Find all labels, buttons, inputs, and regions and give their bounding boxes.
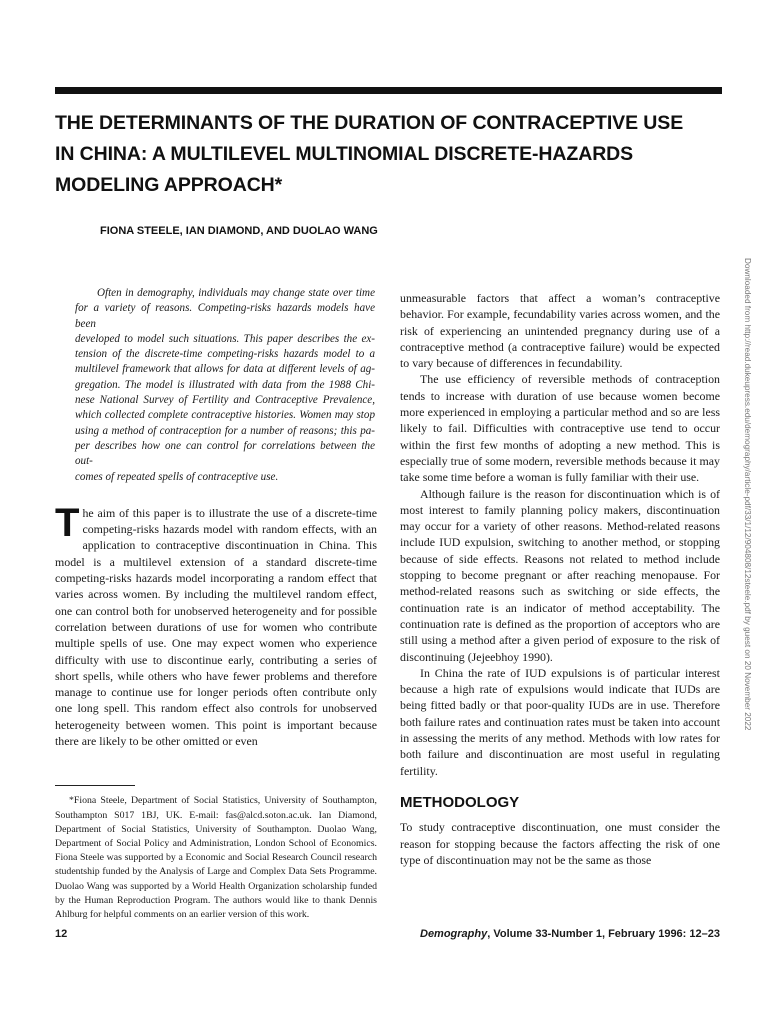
paragraph: Although failure is the reason for discontinuation which is of most interest to family planning policy makers, discontinuation may occur for a variety of other reasons. Method-related reasons include IUD expulsion, switching to another method, or stopping because of side effects. Reasons not related to method include stopping to become pregnant or after reaching menopause. For method-related reasons such as switching or side effects, the continuation rate is an indicator of method acceptability. The continuation rate is defined as the proportion of acceptors who are still using a method after a given period of exposure to the risk of discontinuing (Jejeebhoy 1990).: [400, 486, 720, 664]
top-rule: [55, 87, 722, 94]
abstract-line: for a variety of reasons. Competing-risks hazards models have been: [75, 302, 375, 330]
abstract-line: gregation. The model is illustrated with data from the 1988 Chi-: [75, 378, 375, 391]
abstract-line: nese National Survey of Fertility and Contraceptive Prevalence,: [75, 394, 375, 407]
right-column: [400, 290, 720, 868]
abstract-line: comes of repeated spells of contraceptive use.: [75, 470, 279, 483]
paragraph: The use efficiency of reversible methods of contraception tends to increase with duration of use because women become more experienced in employing a particular method and so are less likely to fail. Difficulties with contraceptive use tend to occur within the first few months of adopting a new method. This is especially true of some modern, reversible methods because it may take some time before a woman is fully familiar with their use.: [400, 372, 720, 485]
left-column: [55, 286, 377, 922]
paragraph: unmeasurable factors that affect a woman’s contraceptive behavior. For example, fecundability varies across women, and the risk of experiencing an unintended pregnancy during use of a contraceptive method (a contraceptive failure) would be expected to vary because of differences in fecundability.: [400, 291, 720, 371]
intro-paragraph: [55, 500, 377, 749]
drop-cap: T: [55, 500, 80, 545]
author-footnote: *Fiona Steele, Department of Social Statistics, University of Southampton, Southampton S017 1BJ, UK. E-mail: fas@alcd.soton.ac.uk. Ian Diamond, Department of Social Statistics, University of Southampton. Duolao Wang, Department of Social Policy and Administration, London School of Economics. Fiona Steele was supported by a Economic and Social Research Council research studentship funded by the Analysis of Large and Complex Data Sets Programme. Duolao Wang was supported by a World Health Organization scholarship funded by the Human Reproduction Program. The authors would like to thank Dennis Ahlburg for helpful comments on an earlier version of this work.: [55, 795, 377, 920]
section-heading: METHODOLOGY: [400, 793, 520, 811]
abstract-line: using a method of contraception for a number of reasons; this pa-: [75, 424, 375, 437]
paragraph: In China the rate of IUD expulsions is of particular interest because a high rate of expulsions would indicate that IUDs are being fitted badly or that poor-quality IUDs are in use. Therefore both failure rates and continuation rates must be taken into account in assessing the merits of any method. Methods with low rates for both failure and discontinuation are most useful in regulating fertility.: [400, 665, 720, 778]
paragraph: To study contraceptive discontinuation, one must consider the reason for stopping because the factors affecting the risk of one type of discontinuation may not be the same as those: [400, 820, 720, 867]
article-title: [55, 108, 722, 201]
abstract-line: per describes how one can control for correlations between the out-: [75, 439, 375, 468]
footnote-rule: [55, 785, 135, 786]
abstract-line: Often in demography, individuals may change state over time: [97, 287, 375, 299]
abstract-line: multilevel framework that allows for data at different levels of ag-: [75, 363, 375, 376]
authors: FIONA STEELE, IAN DIAMOND, AND DUOLAO WANG: [100, 225, 378, 237]
abstract: [75, 286, 375, 485]
title-line-1: THE DETERMINANTS OF THE DURATION OF CONTRACEPTIVE USE: [55, 112, 684, 134]
title-line-3: MODELING APPROACH*: [55, 174, 283, 196]
journal-citation: [420, 928, 720, 940]
abstract-line: developed to model such situations. This paper describes the ex-: [75, 332, 375, 345]
download-watermark: Downloaded from http://read.dukeupress.edu/demography/article-pdf/33/1/12/904808/12steele.pdf by guest on 20 November 2022: [743, 258, 752, 731]
journal-name: Demography: [420, 928, 488, 940]
intro-text: he aim of this paper is to illustrate the use of a discrete-time competing-risks hazards model with random effects, with an application to contraceptive discontinuation in China. This model is a multilevel extension of a standard discrete-time competing-risks hazards model incorporating a random effect that varies across women. By including the multilevel random effect, one can control both for unobserved heterogeneity and for possible correlation between durations of use for women who contribute multiple spells of use. One may expect women who experience difficulty with use to discontinue early, contributing a series of short spells, while others who have fewer problems and therefore manage to continue use for longer periods often contribute only one long spell. This random effect also controls for unobserved heterogeneity between women. This point is important because there are likely to be other omitted or even: [55, 505, 377, 749]
journal-details: , Volume 33-Number 1, February 1996: 12–23: [487, 928, 720, 940]
title-line-2: IN CHINA: A MULTILEVEL MULTINOMIAL DISCRETE-HAZARDS: [55, 143, 634, 165]
abstract-line: tension of the discrete-time competing-risks hazards model to a: [75, 348, 375, 361]
abstract-line: which collected complete contraceptive histories. Women may stop: [75, 409, 375, 422]
page-number: 12: [55, 928, 68, 940]
